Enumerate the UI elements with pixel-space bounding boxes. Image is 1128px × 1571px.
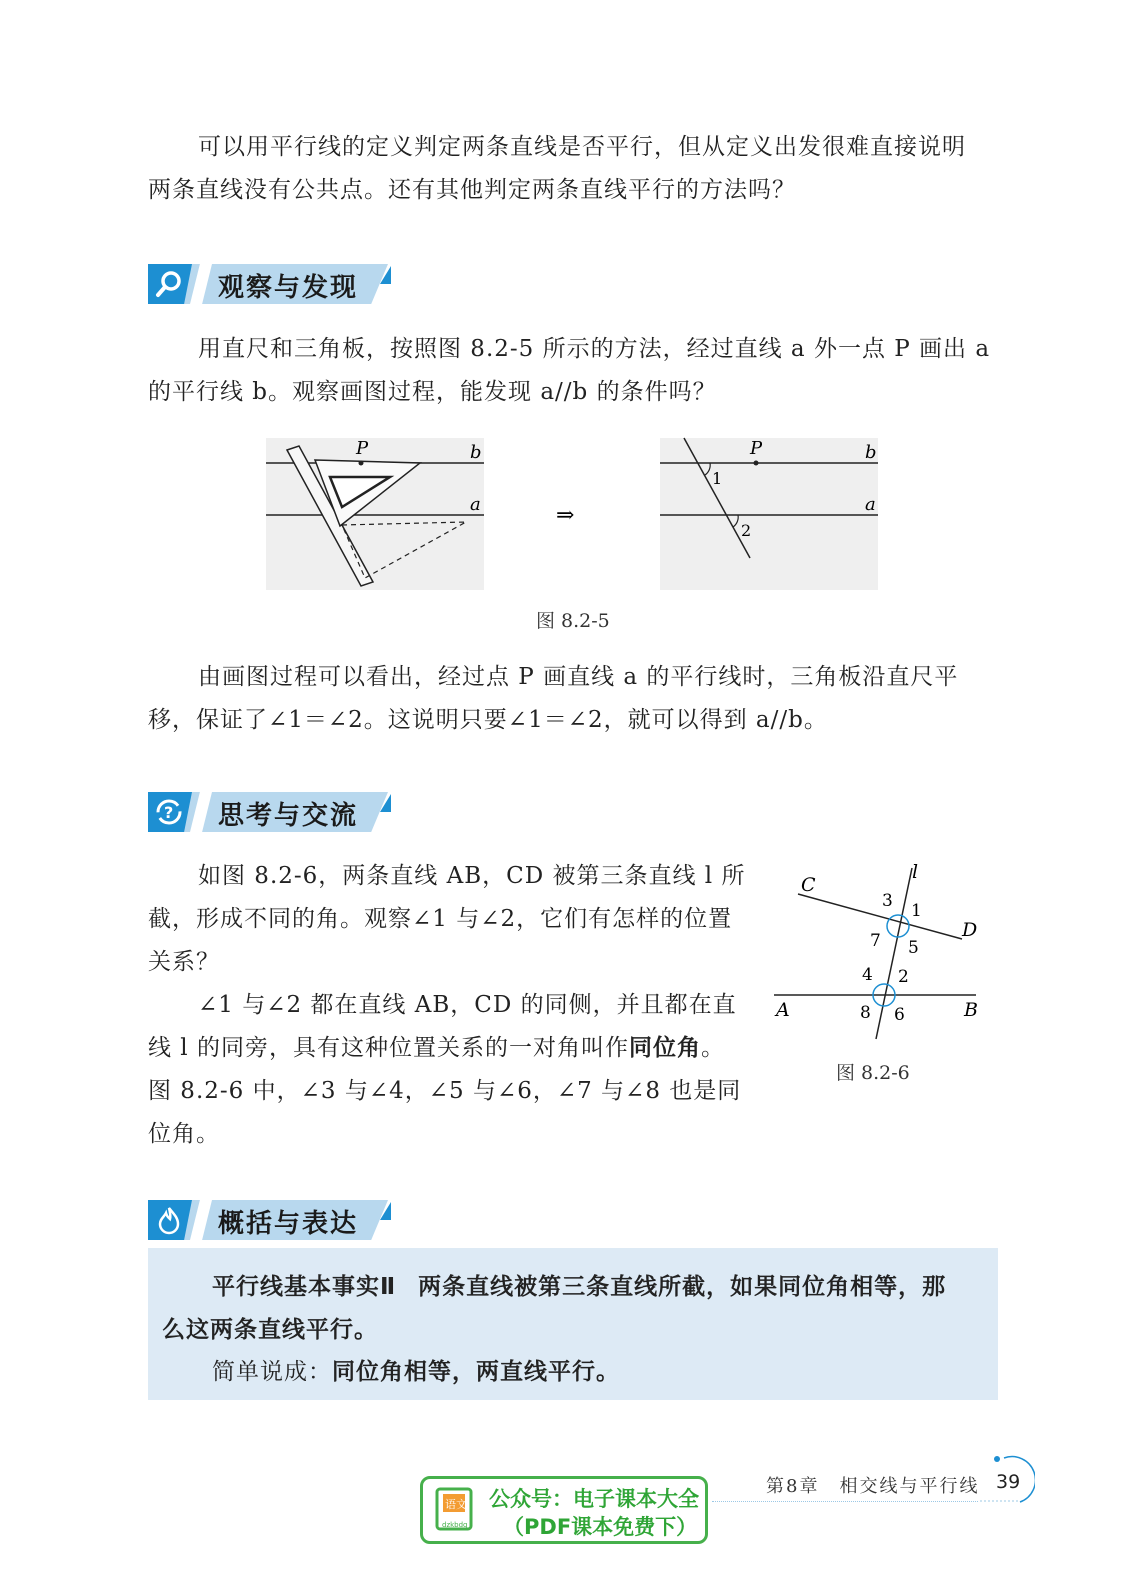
figure-caption-8-2-5: 图 8.2-5 <box>536 610 610 632</box>
watermark-line-2: （PDF课本免费下） <box>503 1515 698 1539</box>
think-p2-line-2-end: 。 <box>700 1035 725 1061</box>
observe-after-line-2: 移，保证了∠1＝∠2。这说明只要∠1＝∠2，就可以得到 a//b。 <box>148 707 828 733</box>
think-p1-line-1: 如图 8.2-6，两条直线 AB，CD 被第三条直线 l 所 <box>198 863 746 889</box>
implies-arrow: ⇒ <box>556 503 575 528</box>
think-p1-line-2: 截，形成不同的角。观察∠1 与∠2，它们有怎样的位置 <box>148 906 733 932</box>
label-A: A <box>776 999 790 1021</box>
flame-icon <box>154 1205 184 1235</box>
intro-line-2: 两条直线没有公共点。还有其他判定两条直线平行的方法吗？ <box>148 177 796 203</box>
angle-label-7: 7 <box>870 931 881 951</box>
page-number: 39 <box>996 1471 1021 1493</box>
angle-label-8: 8 <box>860 1003 871 1023</box>
fact-title: 平行线基本事实Ⅱ <box>212 1274 397 1300</box>
angle-label-4: 4 <box>862 965 873 985</box>
angle-1-label: 1 <box>712 469 723 488</box>
think-text <box>148 855 748 1156</box>
section-heading-observe <box>148 264 398 304</box>
figure-8-2-6 <box>770 856 990 1046</box>
corner-triangle-icon <box>380 1202 391 1220</box>
label-B: B <box>964 999 978 1021</box>
label-l: l <box>912 861 919 883</box>
fact-short-line <box>162 1351 988 1394</box>
watermark-badge <box>420 1476 708 1544</box>
observe-after-line-1: 由画图过程可以看出，经过点 P 画直线 a 的平行线时，三角板沿直尺平 <box>198 664 959 690</box>
label-P: P <box>356 438 369 459</box>
think-p2-line-2 <box>148 1027 748 1070</box>
figure-8-2-5 <box>260 430 890 595</box>
observe-line-2: 的平行线 b。观察画图过程，能发现 a//b 的条件吗？ <box>148 379 717 405</box>
label-D: D <box>962 919 978 941</box>
angle-label-6: 6 <box>894 1005 905 1025</box>
think-p2-line-4: 位角。 <box>148 1121 220 1147</box>
footer-chapter: 第8章 相交线与平行线 <box>766 1476 980 1497</box>
intro-line-1: 可以用平行线的定义判定两条直线是否平行，但从定义出发很难直接说明 <box>198 134 966 160</box>
label-C: C <box>801 874 816 896</box>
short-label: 简单说成： <box>212 1359 332 1385</box>
footer-rule <box>712 1501 978 1502</box>
label-b: b <box>470 442 482 463</box>
corner-triangle-icon <box>380 794 391 812</box>
svg-text:?: ? <box>164 803 174 822</box>
label-a: a <box>470 494 481 515</box>
section-title: 观察与发现 <box>218 273 359 303</box>
section-title: 思考与交流 <box>218 801 359 831</box>
section-heading-summary <box>148 1200 398 1240</box>
basic-fact-box <box>148 1248 998 1400</box>
fact-line-2: 么这两条直线平行。 <box>162 1317 378 1343</box>
label-a-right: a <box>865 494 876 515</box>
question-cycle-icon <box>154 797 184 827</box>
section-title: 概括与表达 <box>218 1209 359 1239</box>
logo-text: 语文 <box>445 1498 467 1511</box>
section-heading-think <box>148 792 398 832</box>
think-p1-line-3: 关系？ <box>148 949 220 975</box>
fact-line-1 <box>162 1266 988 1309</box>
think-p2-line-3: 图 8.2-6 中，∠3 与∠4，∠5 与∠6，∠7 与∠8 也是同 <box>148 1078 742 1104</box>
angle-2-label: 2 <box>741 521 752 540</box>
angle-label-3: 3 <box>882 891 893 911</box>
angle-label-5: 5 <box>908 938 919 958</box>
think-p2-line-2-text: 线 l 的同旁，具有这种位置关系的一对角叫作 <box>148 1035 629 1061</box>
corner-triangle-icon <box>380 266 391 284</box>
label-b-right: b <box>865 442 877 463</box>
watermark-line-1: 公众号：电子课本大全 <box>489 1487 699 1511</box>
label-P-right: P <box>750 438 763 459</box>
logo-sub: dzkbdq <box>442 1521 468 1529</box>
angle-label-1: 1 <box>911 901 922 921</box>
short-text: 同位角相等，两直线平行。 <box>332 1359 620 1385</box>
think-p2-line-1: ∠1 与∠2 都在直线 AB，CD 的同侧，并且都在直 <box>198 992 737 1018</box>
book-logo-icon <box>433 1485 479 1535</box>
term-corresponding-angles: 同位角 <box>628 1035 701 1061</box>
angle-label-2: 2 <box>898 967 909 987</box>
figure-caption-8-2-6: 图 8.2-6 <box>836 1062 910 1084</box>
fact-text-1: 两条直线被第三条直线所截，如果同位角相等，那 <box>418 1274 947 1300</box>
observe-line-1: 用直尺和三角板，按照图 8.2-5 所示的方法，经过直线 a 外一点 P 画出 a <box>198 336 991 362</box>
magnifier-icon <box>154 269 184 299</box>
